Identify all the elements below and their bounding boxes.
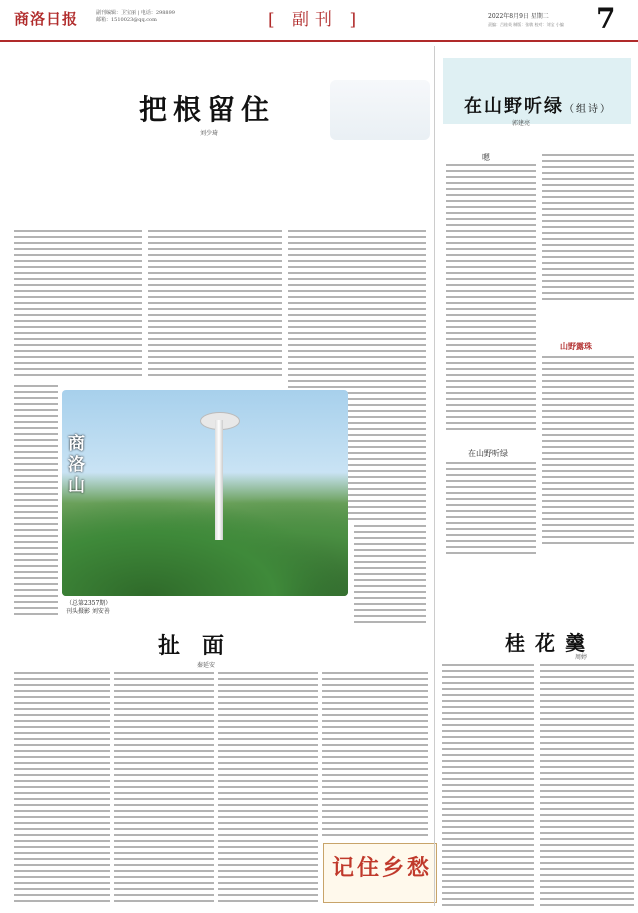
photo-credit: 刊头摄影 刘安善 [66,608,110,615]
photo-title: 商洛山 [68,434,85,496]
poem-body [446,462,536,557]
section-title: [ 副刊 ] [268,10,363,30]
article-body [148,230,282,380]
article-body [218,672,318,906]
editor-info: 副刊编辑：卫宝丽 | 电话：298899 邮箱：1510023@qq.com [96,10,175,23]
editor-credits: 责编：吕桂英 制版：张敏 校对：刘宝 小编 [488,22,564,27]
header-illustration [330,80,430,140]
article-title: 扯面 [158,633,247,659]
article-body [540,664,634,906]
article-title: 桂花羹 [505,631,595,655]
article-title: 把根留住 [139,93,276,126]
poem-body [446,164,536,434]
poem-title: 在山野听绿（组诗） [464,96,612,117]
issue-date: 2022年8月9日 星期二 [488,13,549,20]
poem-body [542,154,634,304]
article-body [14,385,58,615]
article-body [354,525,426,625]
article-body [442,664,534,906]
newspaper-logo: 商洛日报 [14,10,79,28]
article-body [14,672,110,906]
stamp-text: 记住乡愁 [332,855,433,881]
article-author: 周婷 [575,654,588,661]
poem-subtitle: 山野露珠 [560,341,592,351]
article-author: 秦延安 [197,662,216,669]
poem-subtitle: 嗯 [482,153,490,162]
column-divider [434,46,435,906]
page-number: 7 [596,2,616,35]
article-body [114,672,214,906]
masthead [0,0,638,42]
poem-subtitle: 在山野听绿 [468,449,508,458]
article-body [322,672,428,837]
hills-graphic [62,496,348,596]
poem-author: 郭建亮 [512,120,531,127]
article-author: 刘少琦 [200,130,219,137]
article-body [14,230,142,380]
poem-body [542,356,634,546]
photo-caption: （总第2357期） [66,600,112,607]
tower-graphic [215,420,223,540]
